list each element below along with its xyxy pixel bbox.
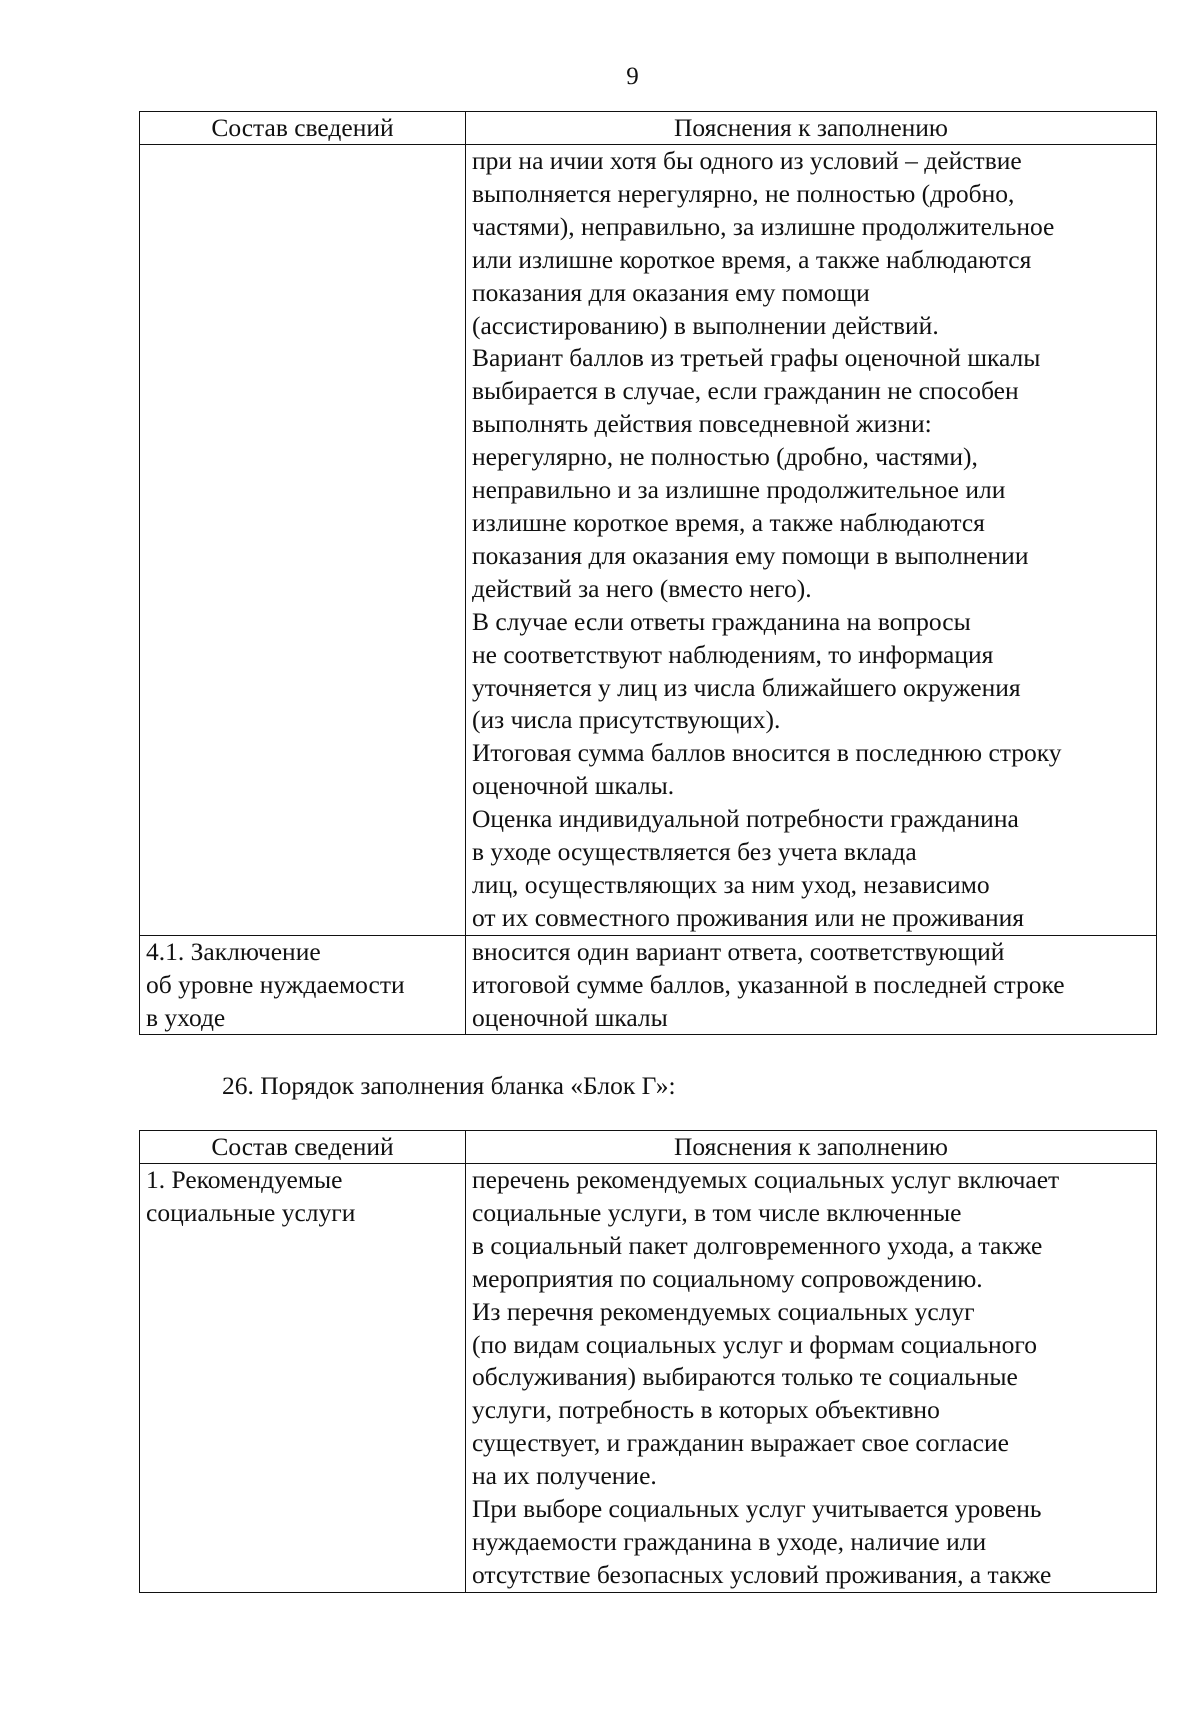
explanation-line: неправильно и за излишне продолжительное или [472, 475, 1006, 505]
explanation-line: оценочной шкалы. [472, 771, 675, 801]
explanation-line: показания для оказания ему помощи [472, 277, 870, 307]
explanation-line: нуждаемости гражданина в уходе, наличие или [472, 1526, 987, 1556]
header-explanations: Пояснения к заполнению [466, 112, 1157, 145]
explanation-line: Вариант баллов из третьей графы оценочной шкалы [472, 343, 1041, 373]
row-explanation-cell [466, 1164, 1157, 1593]
explanation-line: в социальный пакет долговременного ухода, а также [472, 1230, 1043, 1260]
table-header-row [140, 112, 1157, 145]
explanation-line: (по видам социальных услуг и формам социального [472, 1329, 1037, 1359]
explanation-line: перечень рекомендуемых социальных услуг включает [472, 1165, 1060, 1194]
explanation-line: социальные услуги, в том числе включенные [472, 1197, 962, 1227]
table-block-g [139, 1130, 1157, 1593]
explanation-line: мероприятия по социальному сопровождению. [472, 1263, 983, 1293]
explanation-line: не соответствуют наблюдениям, то информация [472, 639, 994, 669]
table-header-row [140, 1131, 1157, 1164]
explanation-line: показания для оказания ему помощи в выполнении [472, 540, 1029, 570]
explanation-line: итоговой сумме баллов, указанной в последней строке [472, 969, 1065, 999]
section-heading: 26. Порядок заполнения бланка «Блок Г»: [222, 1071, 676, 1100]
explanation-line: Оценка индивидуальной потребности гражданина [472, 804, 1019, 834]
explanation-line: (из числа присутствующих). [472, 705, 781, 735]
row-label-cell [140, 145, 466, 936]
table-body [140, 145, 1157, 1035]
explanation-line: или излишне короткое время, а также наблюдаются [472, 244, 1032, 274]
explanation-line: обслуживания) выбираются только те социальные [472, 1362, 1018, 1392]
table-row [140, 145, 1157, 936]
label-line: 4.1. Заключение [146, 936, 321, 966]
explanation-line: уточняется у лиц из числа ближайшего окружения [472, 672, 1021, 702]
explanation-line: существует, и гражданин выражает свое согласие [472, 1428, 1009, 1458]
page-number: 9 [626, 63, 639, 90]
explanation-line: оценочной шкалы [472, 1002, 668, 1032]
explanation-line: Итоговая сумма баллов вносится в последнюю строку [472, 738, 1062, 768]
label-line: в уходе [146, 1002, 226, 1032]
explanation-line: В случае если ответы гражданина на вопросы [472, 606, 971, 636]
explanation-line: в уходе осуществляется без учета вклада [472, 837, 917, 867]
table-body [140, 1164, 1157, 1593]
label-line: социальные услуги [146, 1197, 356, 1227]
explanation-line: лиц, осуществляющих за ним уход, независимо [472, 869, 990, 899]
header-composition: Состав сведений [140, 112, 466, 145]
explanation-line: отсутствие безопасных условий проживания, а также [472, 1559, 1052, 1589]
header-composition: Состав сведений [140, 1131, 466, 1164]
explanation-line: на их получение. [472, 1461, 657, 1491]
explanation-line: излишне короткое время, а также наблюдаются [472, 507, 985, 537]
row-label-cell [140, 1164, 466, 1593]
label-line: об уровне нуждаемости [146, 969, 405, 999]
explanation-line: вносится один вариант ответа, соответствующий [472, 936, 1005, 966]
explanation-line: выполнять действия повседневной жизни: [472, 409, 932, 439]
explanation-line: действий за него (вместо него). [472, 573, 812, 603]
header-explanations: Пояснения к заполнению [466, 1131, 1157, 1164]
explanation-line: выполняется нерегулярно, не полностью (дробно, [472, 178, 1015, 208]
explanation-line: от их совместного проживания или не проживания [472, 902, 1025, 932]
explanation-line: частями), неправильно, за излишне продолжительное [472, 211, 1055, 241]
explanation-line: (ассистированию) в выполнении действий. [472, 310, 939, 340]
explanation-line: при на ичии хотя бы одного из условий – действие [472, 146, 1022, 175]
explanation-line: услуги, потребность в которых объективно [472, 1395, 940, 1425]
explanation-line: При выборе социальных услуг учитывается уровень [472, 1494, 1042, 1524]
table-row [140, 1164, 1157, 1593]
explanation-line: Из перечня рекомендуемых социальных услуг [472, 1296, 975, 1326]
row-explanation-cell [466, 935, 1157, 1035]
table-row [140, 935, 1157, 1035]
explanation-line: нерегулярно, не полностью (дробно, частями), [472, 442, 978, 472]
row-label-cell [140, 935, 466, 1035]
table-continuation [139, 111, 1157, 1035]
row-explanation-cell [466, 145, 1157, 936]
label-line: 1. Рекомендуемые [146, 1165, 343, 1194]
explanation-line: выбирается в случае, если гражданин не способен [472, 376, 1019, 406]
